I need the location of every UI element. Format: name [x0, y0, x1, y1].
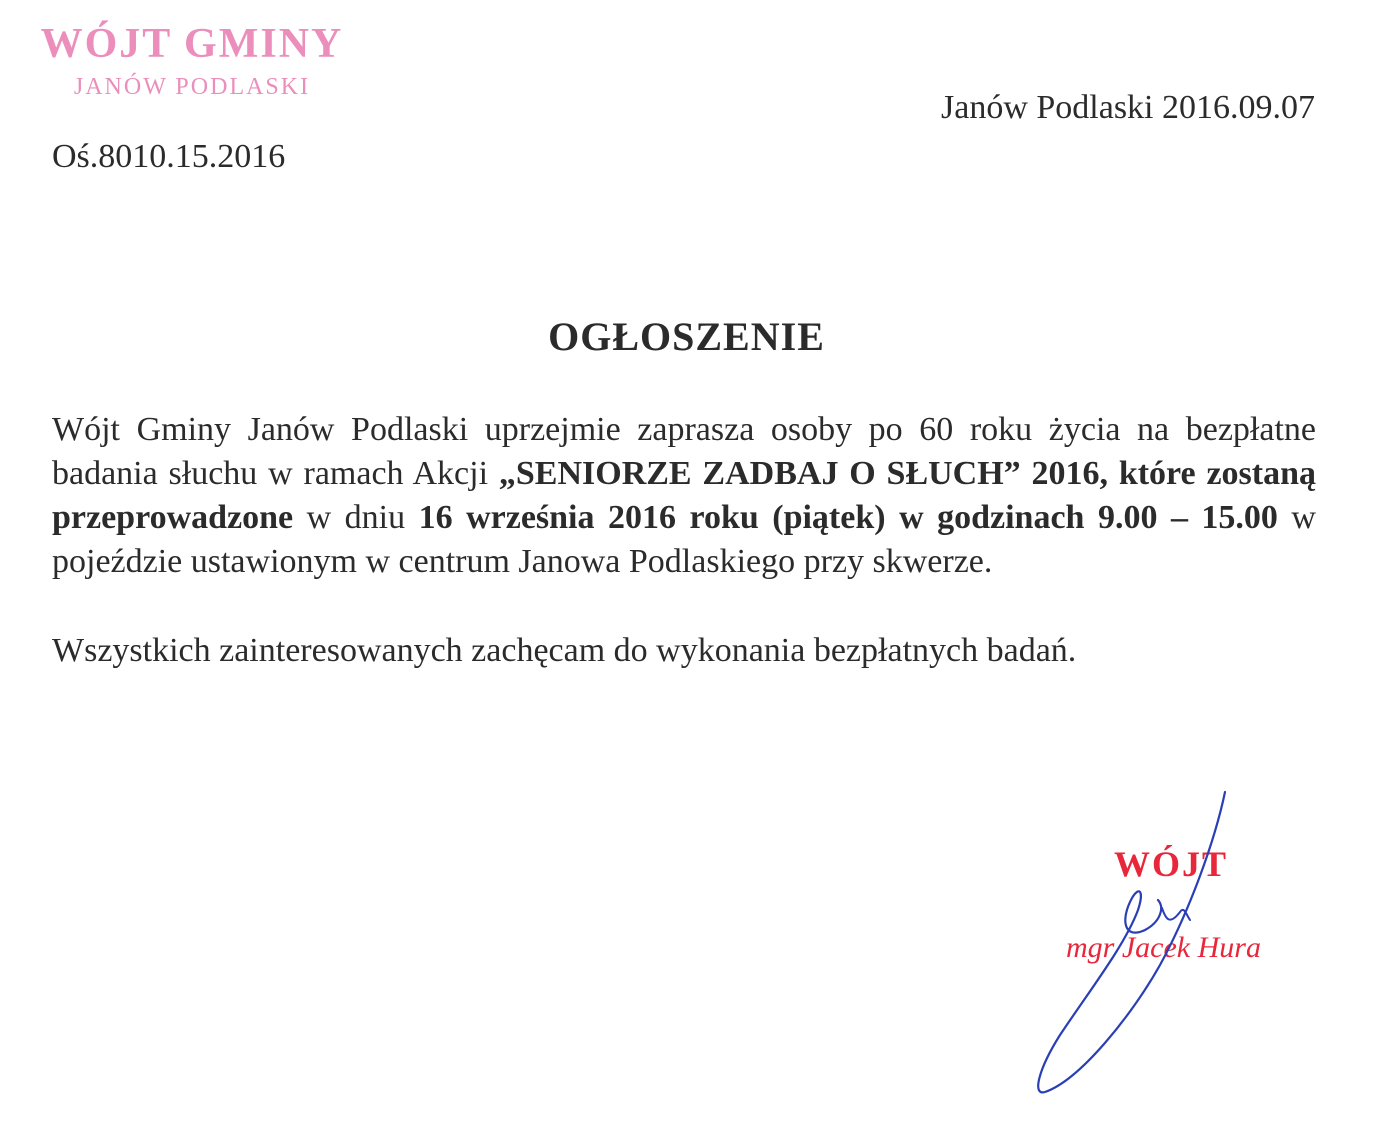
body-text-part: w pojeździe ustawionym w centrum Janowa Podlaskiego przy skwerze.	[52, 499, 1316, 580]
signature-stamp-role: WÓJT	[1114, 844, 1229, 884]
announcement-body	[52, 408, 1316, 584]
event-date-time: 16 września 2016 roku (piątek) w godzinach 9.00 – 15.00	[418, 499, 1278, 536]
body-text-part: w dniu	[293, 499, 419, 536]
signature-stamp-name: mgr Jacek Hura	[1066, 931, 1261, 964]
document-title: OGŁOSZENIE	[548, 314, 825, 359]
campaign-name: „SENIORZE ZADBAJ O SŁUCH” 2016, które zostaną przeprowadzone	[52, 455, 1317, 536]
office-stamp-subtitle: JANÓW PODLASKI	[73, 74, 311, 100]
handwritten-signature	[1020, 780, 1260, 1110]
office-stamp-title: WÓJT GMINY	[40, 21, 344, 67]
body-text-part: Wójt Gminy Janów Podlaski uprzejmie zaprasza osoby po 60 roku życia na bezpłatne badania słuchu w ramach Akcji	[52, 411, 1316, 492]
place-and-date: Janów Podlaski 2016.09.07	[941, 89, 1315, 126]
office-stamp	[42, 20, 362, 102]
reference-number: Oś.8010.15.2016	[52, 138, 286, 175]
closing-sentence: Wszystkich zainteresowanych zachęcam do wykonania bezpłatnych badań.	[52, 632, 1077, 669]
